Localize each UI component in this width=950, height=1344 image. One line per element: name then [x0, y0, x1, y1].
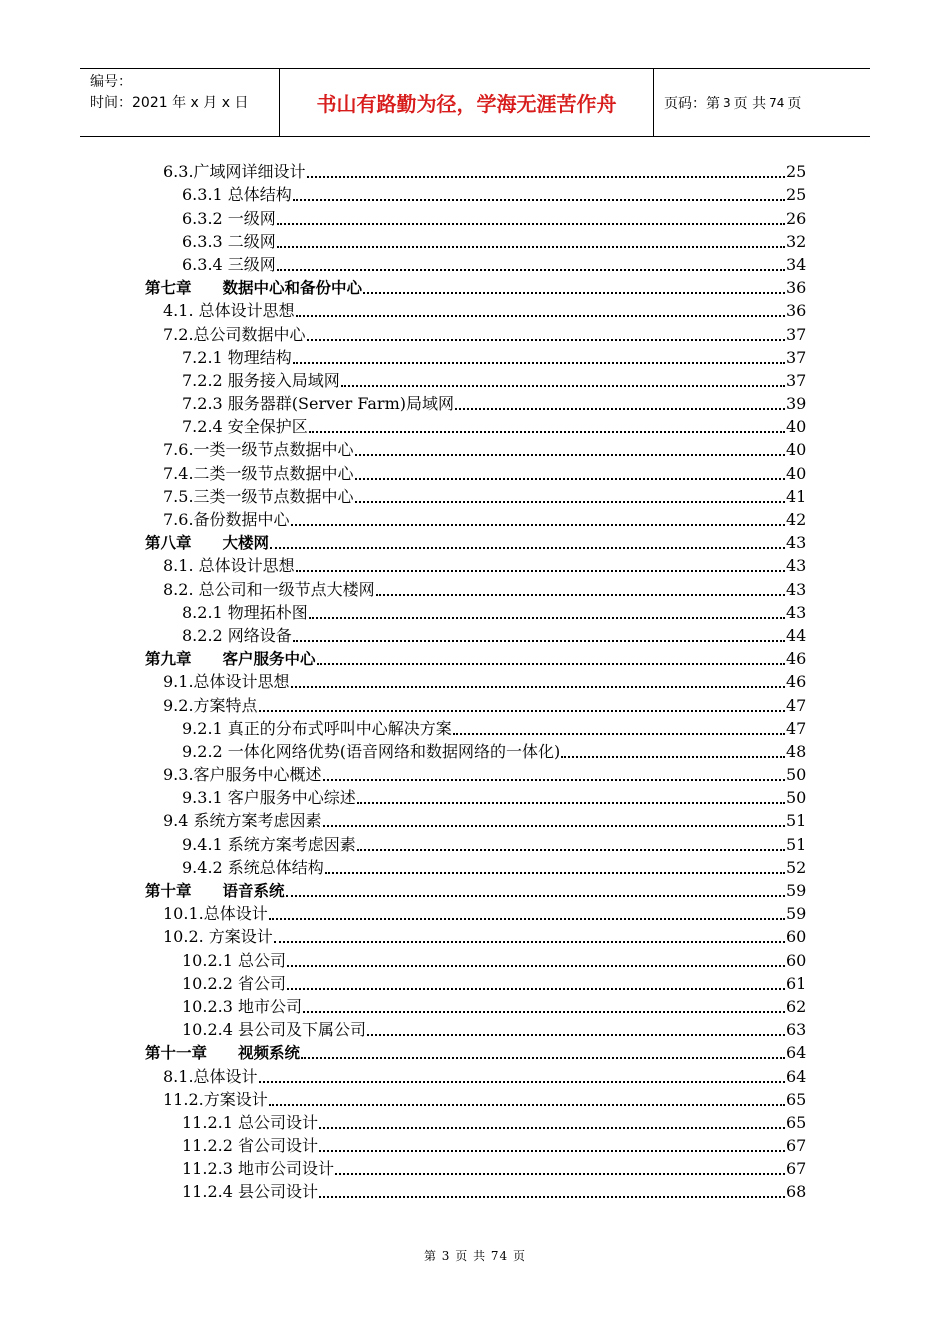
toc-entry-page: 40	[786, 440, 807, 460]
toc-entry-title: 6.3.3 二级网	[182, 231, 276, 251]
toc-entry-title: 第七章 数据中心和备份中心	[145, 279, 363, 298]
toc-entry-title: 11.2.1 总公司设计	[182, 1112, 318, 1132]
toc-entry-page: 48	[786, 741, 807, 761]
toc-entry-page: 62	[786, 996, 807, 1016]
toc-dot-leader	[291, 666, 785, 688]
toc-entry-title: 10.2.2 省公司	[182, 973, 286, 993]
toc-entry-page: 59	[786, 904, 807, 924]
toc-dot-leader	[355, 434, 785, 456]
toc-entry-page: 36	[786, 301, 807, 321]
toc-entry-title: 10.1.总体设计	[163, 904, 268, 924]
header-page-prefix: 页码：第	[664, 95, 720, 112]
toc-dot-leader	[309, 411, 785, 433]
toc-entry-title: 9.2.2 一体化网络优势(语音网络和数据网络的一体化)	[182, 741, 561, 761]
toc-dot-leader	[277, 203, 785, 225]
toc-entry-title: 7.2.4 安全保护区	[182, 417, 308, 437]
toc-entry-title: 7.2.3 服务器群(Server Farm)局域网	[182, 394, 454, 414]
toc-entry-title: 9.3.1 客户服务中心综述	[182, 788, 356, 808]
toc-dot-leader	[367, 1014, 785, 1036]
toc-entry-title: 7.2.总公司数据中心	[163, 324, 306, 344]
toc-entry-title: 第十章 语音系统	[145, 882, 285, 900]
toc-entry-page: 37	[786, 324, 807, 344]
page-footer	[0, 1247, 950, 1264]
toc-dot-leader	[455, 388, 785, 410]
toc-entry-title: 9.2.方案特点	[163, 695, 258, 715]
toc-entry-title: 8.2.2 网络设备	[182, 625, 292, 645]
header-page-current: 3	[723, 95, 731, 110]
toc-entry-page: 25	[786, 185, 807, 205]
toc-dot-leader	[309, 597, 785, 619]
footer-page-mid: 页 共	[455, 1249, 487, 1263]
toc-entry-title: 9.4.1 系统方案考虑因素	[182, 834, 356, 854]
toc-entry-title: 8.1.总体设计	[163, 1066, 258, 1086]
toc-dot-leader	[286, 875, 785, 897]
toc-entry-title: 第八章 大楼网	[145, 534, 270, 553]
toc-entry-page: 65	[786, 1112, 807, 1132]
toc-entry-title: 9.4.2 系统总体结构	[182, 857, 324, 877]
toc-entry-title: 8.2.1 物理拓朴图	[182, 602, 308, 622]
toc-dot-leader	[453, 713, 785, 735]
toc-entry-title: 8.2. 总公司和一级节点大楼网	[163, 579, 375, 599]
toc-dot-leader	[293, 620, 785, 642]
toc-entry-page: 34	[786, 254, 807, 274]
toc-dot-leader	[269, 1084, 785, 1106]
toc-entry-title: 4.1. 总体设计思想	[163, 301, 295, 321]
header-page-mid: 页 共	[733, 95, 767, 112]
toc-entry-title: 10.2.4 县公司及下属公司	[182, 1020, 366, 1040]
toc-entry-page: 59	[786, 881, 807, 900]
toc-dot-leader	[355, 458, 785, 480]
toc-dot-leader	[287, 945, 785, 967]
toc-entry-title: 7.2.2 服务接入局域网	[182, 370, 340, 390]
toc-entry-page: 43	[786, 533, 807, 553]
toc-dot-leader	[293, 179, 785, 201]
toc-entry-page: 41	[786, 486, 807, 506]
toc-entry-page: 60	[786, 927, 807, 947]
toc-entry-page: 64	[786, 1043, 807, 1063]
toc-entry-page: 63	[786, 1020, 807, 1040]
toc-dot-leader	[274, 921, 785, 943]
toc-entry-page: 64	[786, 1066, 807, 1086]
toc-entry-title: 11.2.4 县公司设计	[182, 1182, 318, 1202]
toc-entry-page: 51	[786, 811, 807, 831]
table-of-contents	[145, 159, 806, 1202]
toc-entry-page: 67	[786, 1136, 807, 1156]
toc-dot-leader	[355, 481, 785, 503]
toc-dot-leader	[269, 898, 785, 920]
toc-dot-leader	[291, 504, 785, 526]
footer-suffix: 页	[513, 1249, 527, 1263]
toc-dot-leader	[259, 690, 785, 712]
toc-dot-leader	[323, 805, 785, 827]
toc-entry-title: 9.4 系统方案考虑因素	[163, 811, 322, 831]
document-date: 时间：2021 年 x 月 x 日	[90, 95, 249, 111]
header-page-total: 74	[769, 95, 785, 110]
toc-dot-leader	[307, 319, 785, 341]
toc-entry-title: 6.3.4 三级网	[182, 254, 276, 274]
footer-prefix: 第	[423, 1249, 437, 1263]
toc-entry-title: 11.2.3 地市公司设计	[182, 1159, 334, 1179]
header-page-indicator	[654, 69, 870, 136]
toc-entry-page: 61	[786, 973, 807, 993]
toc-dot-leader	[259, 1061, 785, 1083]
toc-entry-title: 11.2.2 省公司设计	[182, 1136, 318, 1156]
toc-entry-title: 10.2.1 总公司	[182, 950, 286, 970]
toc-entry-page: 46	[786, 649, 807, 669]
toc-dot-leader	[357, 782, 785, 804]
toc-dot-leader	[287, 968, 785, 990]
toc-dot-leader	[296, 550, 785, 572]
toc-entry-title: 第十一章 视频系统	[145, 1044, 301, 1063]
toc-dot-leader	[293, 342, 785, 364]
toc-dot-leader	[376, 574, 785, 596]
toc-entry-page: 67	[786, 1159, 807, 1179]
header-motto: 书山有路勤为径，学海无涯苦作舟	[280, 69, 654, 136]
toc-dot-leader	[335, 1153, 785, 1175]
toc-entry-title: 9.1.总体设计思想	[163, 672, 290, 692]
toc-dot-leader	[357, 829, 785, 851]
toc-entry[interactable]	[145, 1179, 806, 1202]
toc-entry-page: 42	[786, 510, 807, 529]
page-header	[80, 68, 870, 137]
toc-entry-page: 52	[786, 857, 807, 877]
toc-entry-page: 43	[786, 579, 807, 599]
toc-entry-page: 40	[786, 417, 807, 437]
toc-dot-leader	[319, 1176, 785, 1198]
toc-dot-leader	[270, 527, 785, 549]
document-number-label: 编号：	[90, 74, 132, 90]
toc-entry-page: 51	[786, 834, 807, 854]
toc-entry-page: 60	[786, 950, 807, 970]
header-page-suffix: 页	[787, 95, 802, 112]
toc-entry-page: 39	[786, 394, 807, 414]
toc-entry-title: 11.2.方案设计	[163, 1089, 268, 1109]
toc-entry-title: 10.2.3 地市公司	[182, 996, 302, 1016]
footer-page-total: 74	[490, 1249, 509, 1263]
toc-entry-page: 43	[786, 556, 807, 576]
toc-entry-page: 47	[786, 695, 807, 715]
toc-dot-leader	[325, 852, 785, 874]
toc-dot-leader	[317, 643, 785, 665]
toc-entry-page: 26	[786, 208, 807, 228]
toc-entry-title: 第九章 客户服务中心	[145, 650, 316, 669]
toc-dot-leader	[277, 226, 785, 248]
header-meta	[80, 69, 280, 136]
toc-entry-page: 68	[786, 1182, 807, 1202]
toc-dot-leader	[277, 249, 785, 271]
toc-entry-page: 46	[786, 672, 807, 692]
toc-entry-page: 37	[786, 370, 807, 390]
toc-entry-page: 44	[786, 625, 807, 645]
toc-entry-title: 6.3.1 总体结构	[182, 185, 292, 205]
toc-entry-page: 50	[786, 788, 807, 808]
toc-dot-leader	[319, 1130, 785, 1152]
toc-entry-title: 7.2.1 物理结构	[182, 347, 292, 367]
toc-entry-page: 36	[786, 278, 807, 298]
footer-page-current: 3	[441, 1249, 451, 1263]
toc-entry-title: 9.2.1 真正的分布式呼叫中心解决方案	[182, 718, 452, 738]
toc-dot-leader	[307, 156, 785, 178]
toc-entry-page: 50	[786, 765, 807, 785]
toc-entry-page: 47	[786, 718, 807, 738]
toc-dot-leader	[341, 365, 785, 387]
toc-entry-title: 9.3.客户服务中心概述	[163, 765, 322, 785]
toc-dot-leader	[363, 272, 785, 294]
toc-entry-title: 6.3.广域网详细设计	[163, 162, 306, 182]
toc-dot-leader	[323, 759, 785, 781]
toc-entry-title: 7.5.三类一级节点数据中心	[163, 486, 354, 506]
toc-entry-page: 32	[786, 231, 807, 251]
toc-dot-leader	[296, 295, 785, 317]
toc-entry-title: 7.4.二类一级节点数据中心	[163, 463, 354, 483]
toc-entry-page: 43	[786, 602, 807, 622]
toc-entry-title: 10.2. 方案设计	[163, 927, 273, 947]
toc-entry-page: 65	[786, 1089, 807, 1109]
toc-dot-leader	[301, 1037, 785, 1059]
toc-entry-page: 25	[786, 162, 807, 182]
toc-dot-leader	[319, 1107, 785, 1129]
toc-entry-title: 7.6.一类一级节点数据中心	[163, 440, 354, 460]
toc-entry-title: 8.1. 总体设计思想	[163, 556, 295, 576]
toc-dot-leader	[303, 991, 785, 1013]
toc-entry-page: 37	[786, 347, 807, 367]
toc-entry-page: 40	[786, 463, 807, 483]
toc-entry-title: 7.6.备份数据中心	[163, 510, 290, 529]
toc-dot-leader	[561, 736, 785, 758]
toc-entry-title: 6.3.2 一级网	[182, 208, 276, 228]
